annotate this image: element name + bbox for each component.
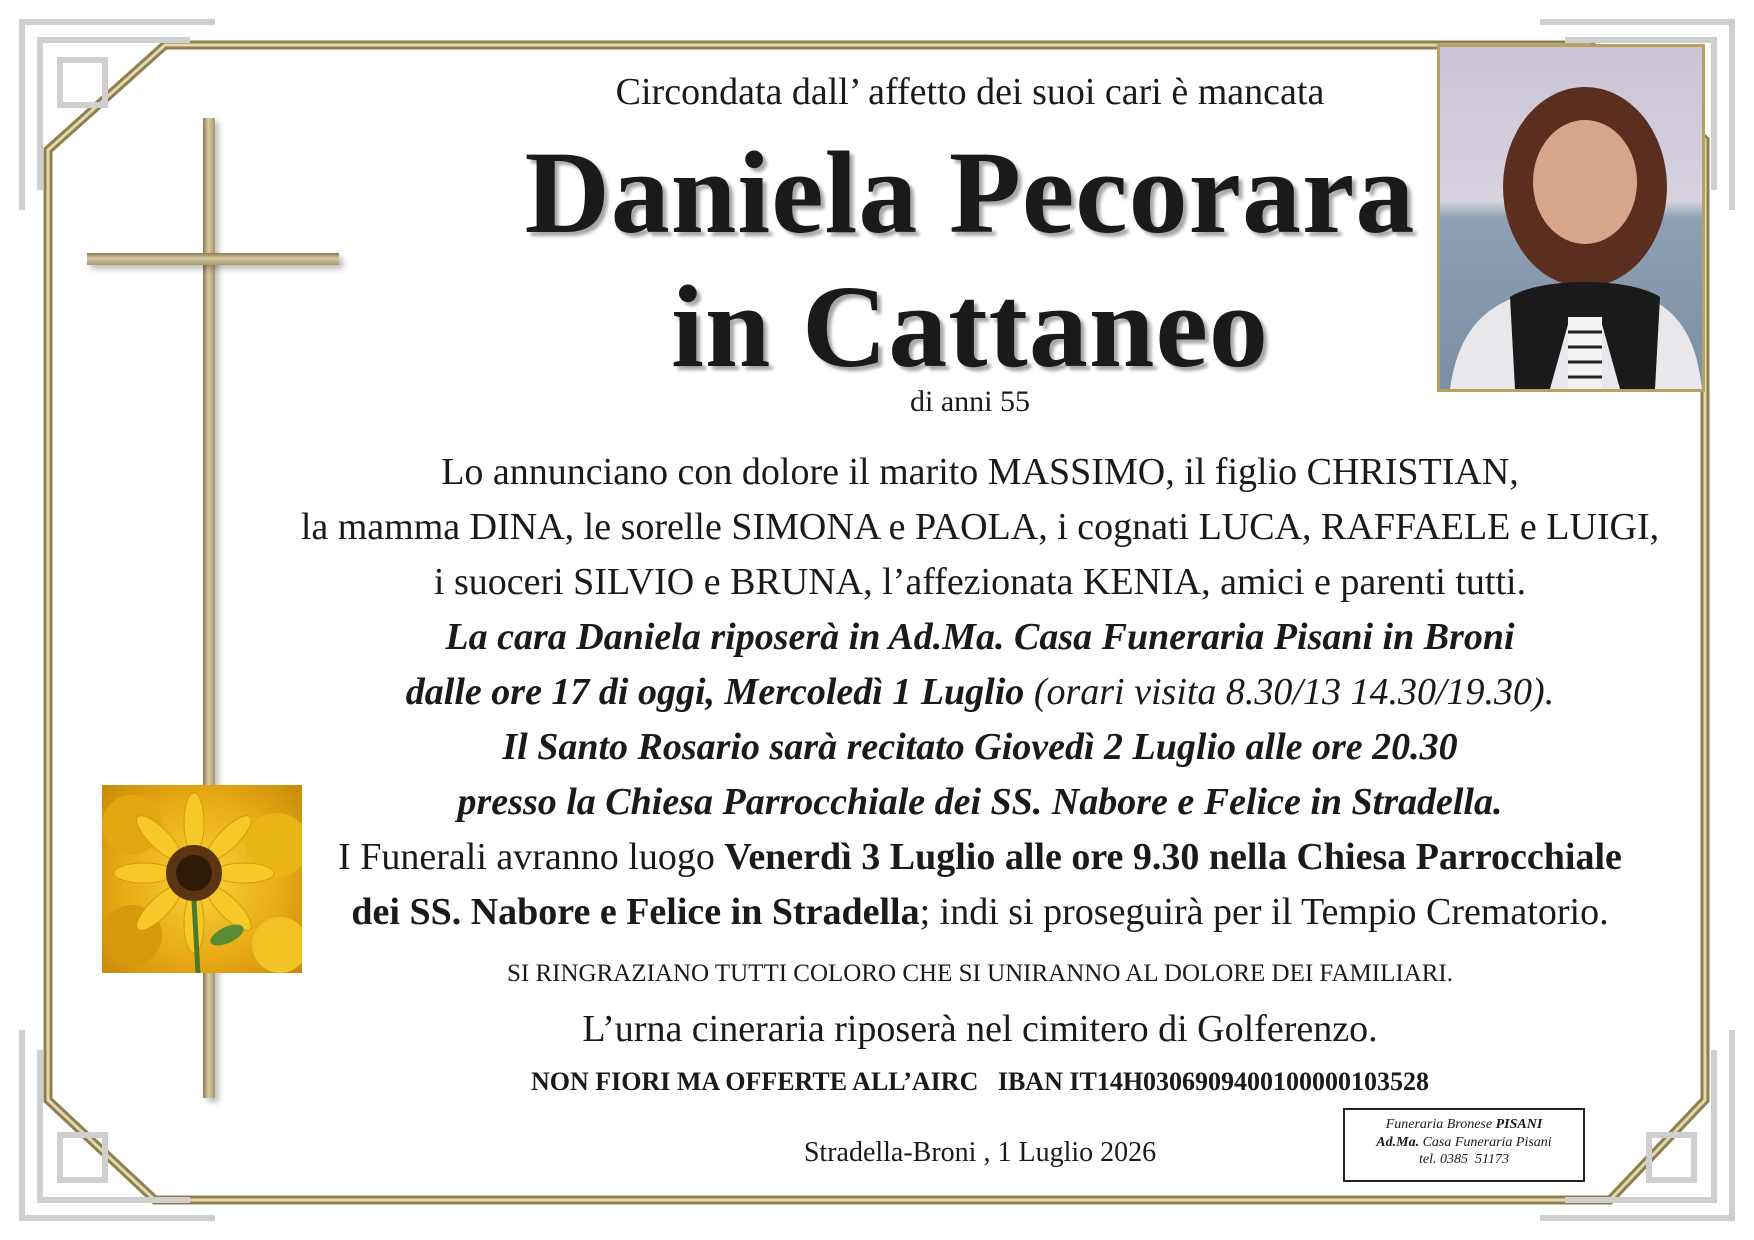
donations-iban: NON FIORI MA OFFERTE ALL’AIRC IBAN IT14H0306909400100000103528	[530, 1067, 1430, 1096]
funeral-crematorium: ; indi si proseguirà per il Tempio Crematorio.	[919, 891, 1609, 933]
funeral-home-house: Casa Funeraria Pisani	[1419, 1134, 1552, 1150]
funeral-home-name: Funeraria Bronese	[1385, 1117, 1496, 1132]
funeral-home-line-2	[1345, 1134, 1583, 1152]
funeral-home-phone: tel. 0385 51173	[1419, 1152, 1509, 1167]
funeral-home-box	[1343, 1108, 1585, 1182]
funeral-home-abbrev: Ad.Ma.	[1376, 1134, 1420, 1150]
intro-text: Circondata dall’ affetto dei suoi cari è mancata	[615, 71, 1325, 113]
funeral-home-brand: PISANI	[1495, 1117, 1543, 1132]
rest-location-line: La cara Daniela riposerà in Ad.Ma. Casa Funeraria Pisani in Broni	[445, 616, 1515, 658]
thanks-text: SI RINGRAZIANO TUTTI COLORO CHE SI UNIRANNO AL DOLORE DEI FAMILIARI.	[506, 960, 1453, 987]
announcement-line-2: la mamma DINA, le sorelle SIMONA e PAOLA, i cognati LUCA, RAFFAELE e LUIGI,	[300, 506, 1660, 548]
rosary-location-line: presso la Chiesa Parrocchiale dei SS. Nabore e Felice in Stradella.	[457, 781, 1503, 823]
portrait-photo	[1437, 44, 1705, 392]
funeral-line-2	[280, 890, 1680, 936]
rosary-line: Il Santo Rosario sarà recitato Giovedì 2 Luglio alle ore 20.30	[502, 726, 1458, 768]
funeral-datetime: Venerdì 3 Luglio alle ore 9.30 nella Chiesa Parrocchiale	[724, 836, 1622, 878]
visiting-hours: (orari visita 8.30/13 14.30/19.30).	[1024, 671, 1555, 713]
funeral-home-line-1	[1345, 1116, 1583, 1134]
deceased-age: di anni 55	[910, 385, 1030, 418]
funeral-line-1	[280, 835, 1680, 881]
urn-text: L’urna cineraria riposerà nel cimitero di Golferenzo.	[582, 1008, 1378, 1050]
visiting-date: dalle ore 17 di oggi, Mercoledì 1 Luglio	[405, 671, 1025, 713]
sunflower-image	[102, 785, 302, 973]
announcement-line-1: Lo annunciano con dolore il marito MASSIMO, il figlio CHRISTIAN,	[441, 451, 1519, 493]
place-date: Stradella-Broni , 1 Luglio 2026	[803, 1137, 1157, 1168]
deceased-married-name: in Cattaneo	[671, 261, 1269, 392]
funeral-church: dei SS. Nabore e Felice in Stradella	[351, 891, 920, 933]
cross-horizontal-bar	[87, 253, 339, 265]
visiting-hours-line	[280, 670, 1680, 716]
funeral-intro: I Funerali avranno luogo	[338, 836, 725, 878]
deceased-name: Daniela Pecorara	[524, 127, 1416, 258]
announcement-line-3: i suoceri SILVIO e BRUNA, l’affezionata KENIA, amici e parenti tutti.	[433, 561, 1527, 603]
